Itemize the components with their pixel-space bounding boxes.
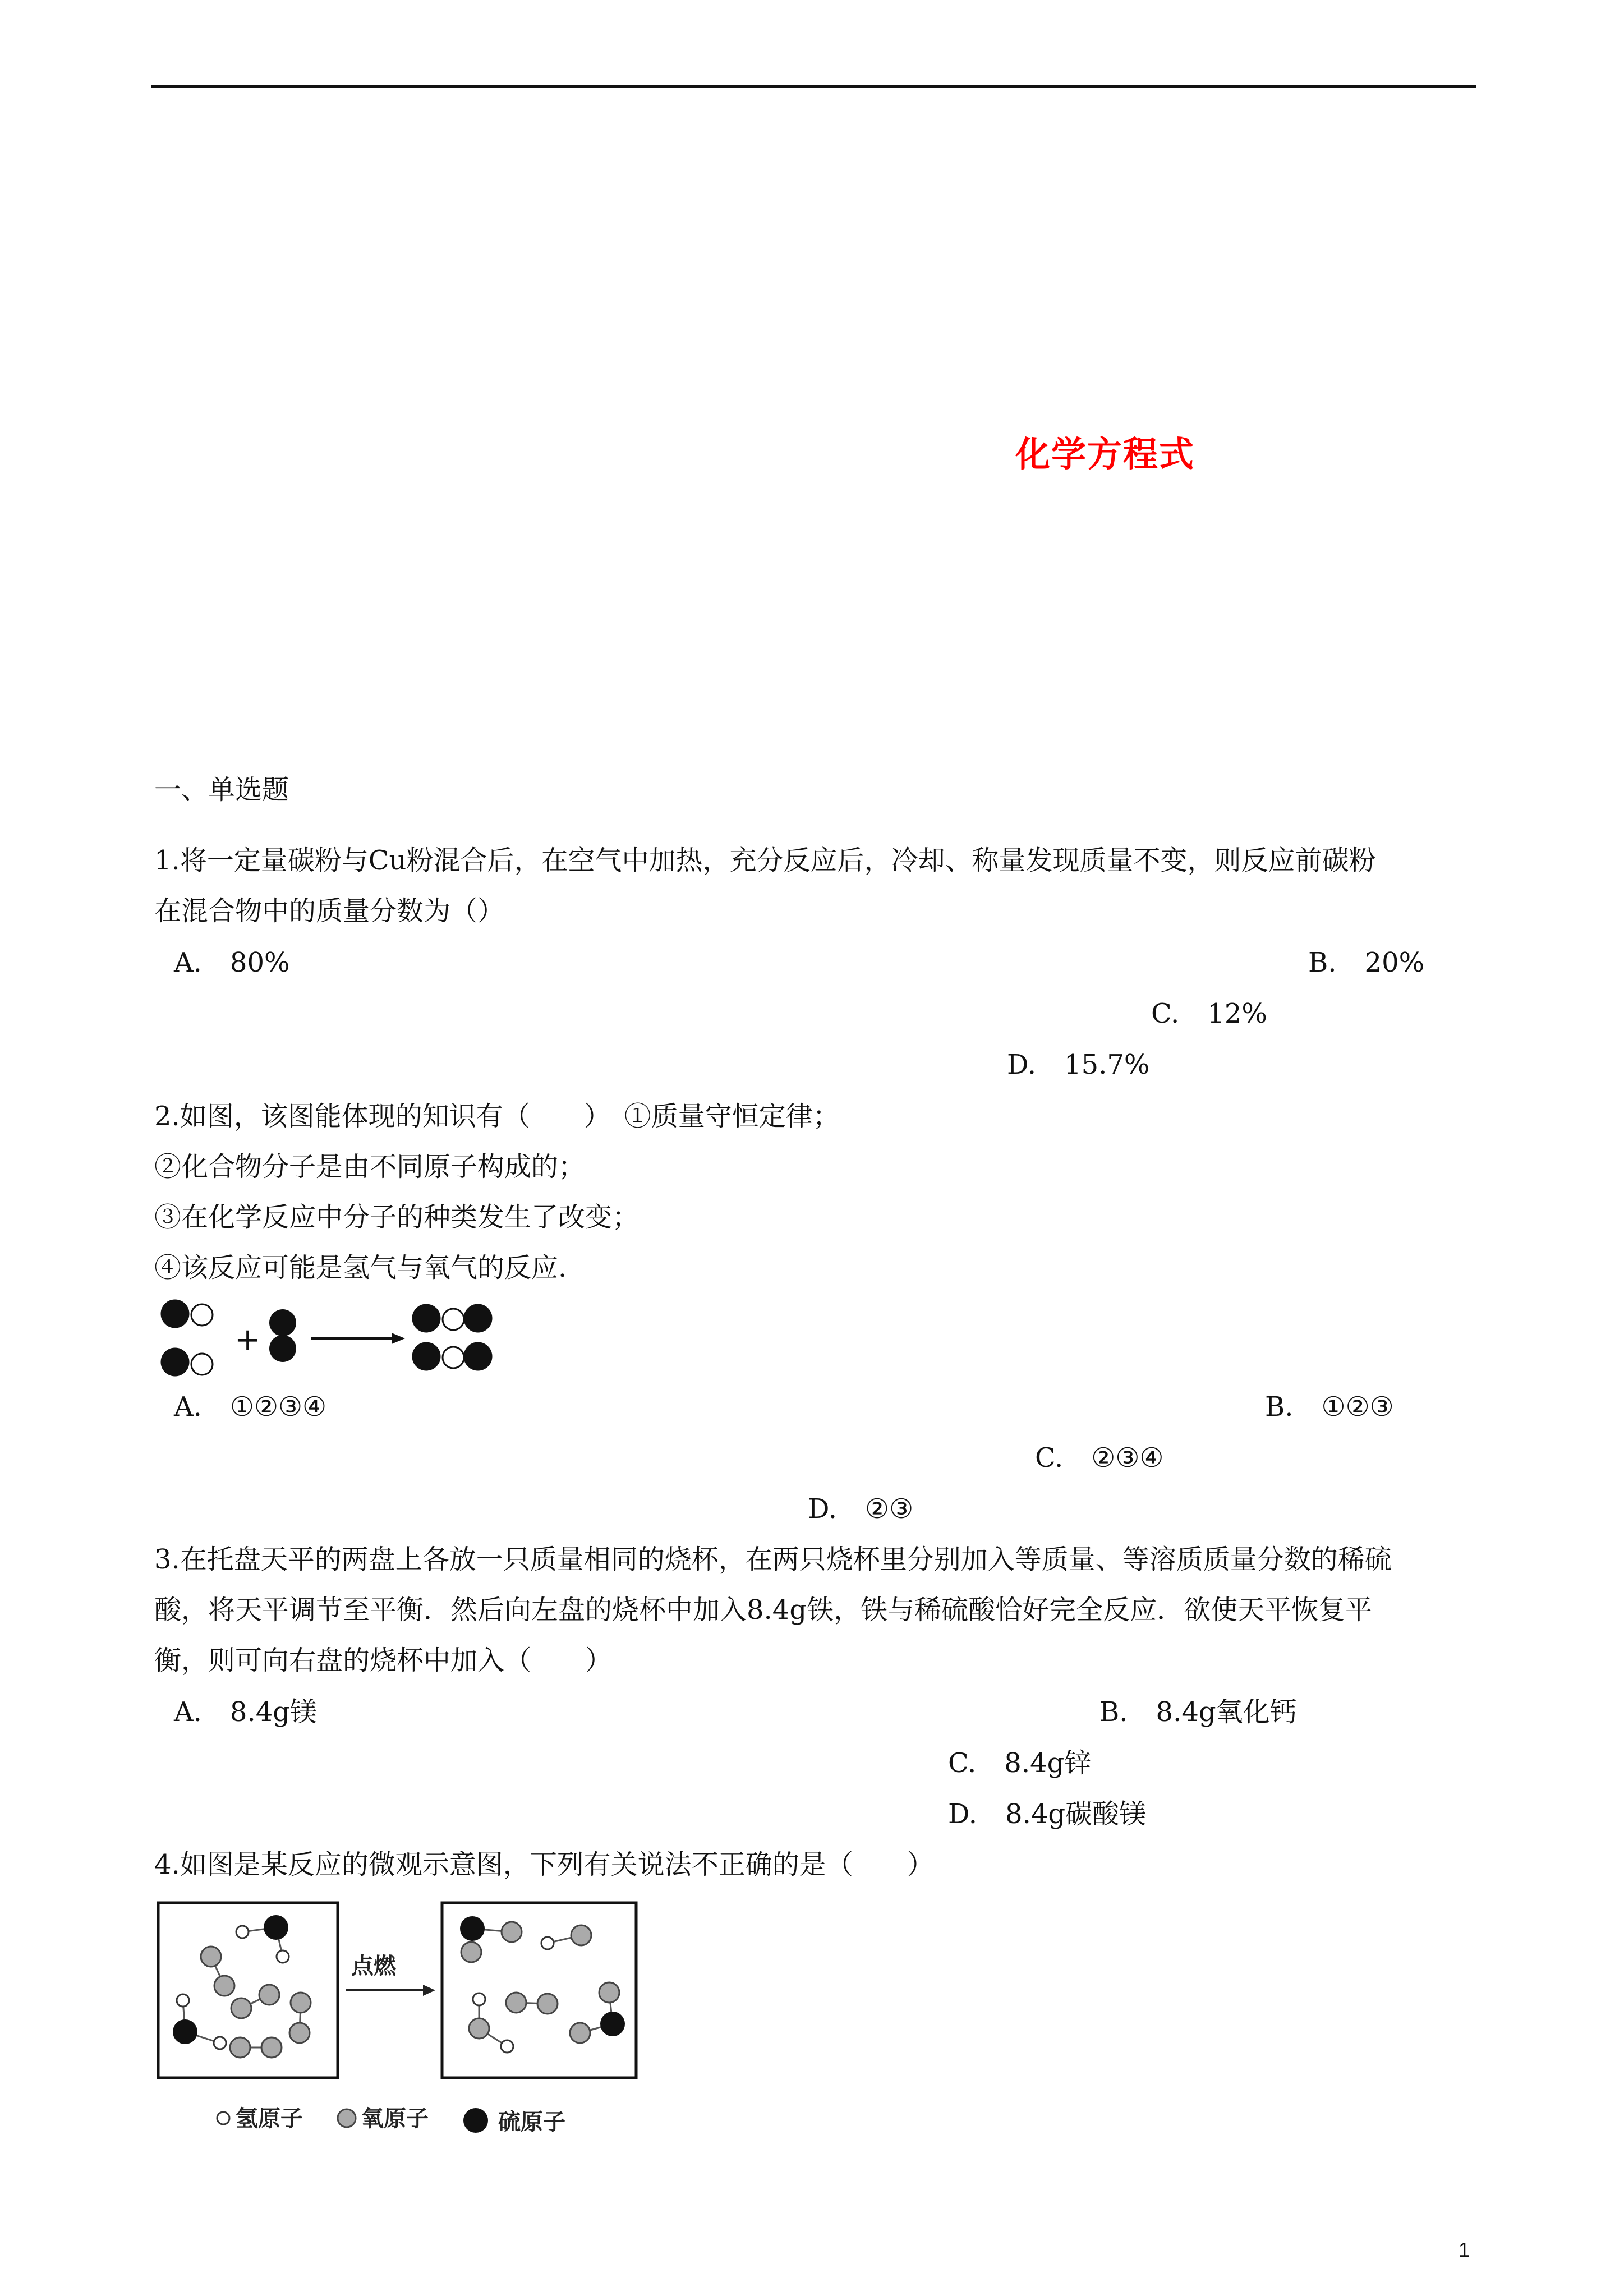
q3-stem-line3: 衡，则可向右盘的烧杯中加入（ ） (154, 1645, 613, 1676)
q4-stem-line1: 4.如图是某反应的微观示意图，下列有关说法不正确的是（ ） (154, 1849, 934, 1880)
legend-sulfur-icon (463, 2108, 488, 2133)
q1-stem-line2: 在混合物中的质量分数为（） (154, 895, 505, 927)
atom-black (464, 1305, 491, 1332)
q2-stem-line4: ④该反应可能是氢气与氧气的反应. (154, 1252, 567, 1283)
q2-stem-line2: ②化合物分子是由不同原子构成的； (154, 1151, 586, 1182)
q3-stem-line2: 酸，将天平调节至平衡．然后向左盘的烧杯中加入8.4g铁，铁与稀硫酸恰好完全反应．欲使天平恢复平 (154, 1594, 1373, 1626)
legend-oxygen-label: 氧原子 (361, 2106, 429, 2132)
atom-black (464, 1343, 491, 1370)
page-number: 1 (1459, 2238, 1470, 2261)
q2-stem-line1: 2.如图，该图能体现的知识有（ ） ①质量守恒定律； (154, 1101, 840, 1132)
q1-option-a[interactable]: A. 80% (174, 947, 290, 978)
atom-white (443, 1347, 464, 1368)
section-heading: 一、单选题 (154, 774, 289, 806)
atom-black (269, 1309, 296, 1336)
q2-option-c[interactable]: C. ②③④ (1035, 1442, 1164, 1474)
arrow-head-icon (423, 1985, 435, 1996)
legend-hydrogen-label: 氢原子 (236, 2106, 303, 2132)
q1-option-b[interactable]: B. 20% (1308, 947, 1425, 978)
q1-stem-line1: 1.将一定量碳粉与Cu粉混合后，在空气中加热，充分反应后，冷却、称量发现质量不变，则反应前碳粉 (154, 845, 1376, 876)
q3-option-c[interactable]: C. 8.4g锌 (948, 1747, 1092, 1779)
atom-black (162, 1349, 188, 1375)
q2-option-b[interactable]: B. ①②③ (1265, 1391, 1394, 1423)
ignite-label: 点燃 (351, 1953, 396, 1979)
q3-stem-line1: 3.在托盘天平的两盘上各放一只质量相同的烧杯，在两只烧杯里分别加入等质量、等溶质质量分数的稀硫 (154, 1544, 1392, 1575)
q2-option-d[interactable]: D. ②③ (808, 1493, 914, 1525)
q1-option-c[interactable]: C. 12% (1151, 998, 1267, 1029)
q3-option-b[interactable]: B. 8.4g氧化钙 (1099, 1696, 1297, 1728)
page-title: 化学方程式 (1015, 434, 1195, 475)
q2-reaction-diagram (151, 1296, 510, 1380)
legend-hydrogen-icon (217, 2112, 229, 2124)
q4-micro-diagram (157, 1901, 640, 2147)
atom-white (443, 1309, 464, 1330)
atom-black (413, 1305, 440, 1332)
atom-white (191, 1304, 213, 1326)
header-rule (151, 85, 1476, 88)
q2-stem-line3: ③在化学反应中分子的种类发生了改变； (154, 1202, 640, 1233)
q3-option-d[interactable]: D. 8.4g碳酸镁 (948, 1798, 1147, 1830)
atom-black (162, 1300, 188, 1327)
legend-sulfur-label: 硫原子 (498, 2109, 565, 2135)
atom-black (269, 1335, 296, 1362)
legend-oxygen-icon (338, 2109, 356, 2127)
atom-black (413, 1343, 440, 1370)
q1-option-d[interactable]: D. 15.7% (1007, 1049, 1150, 1080)
q3-option-a[interactable]: A. 8.4g镁 (174, 1696, 317, 1728)
plus-sign: + (234, 1322, 261, 1358)
arrow-head-icon (392, 1333, 405, 1344)
atom-white (191, 1354, 213, 1375)
q2-option-a[interactable]: A. ①②③④ (174, 1391, 327, 1423)
